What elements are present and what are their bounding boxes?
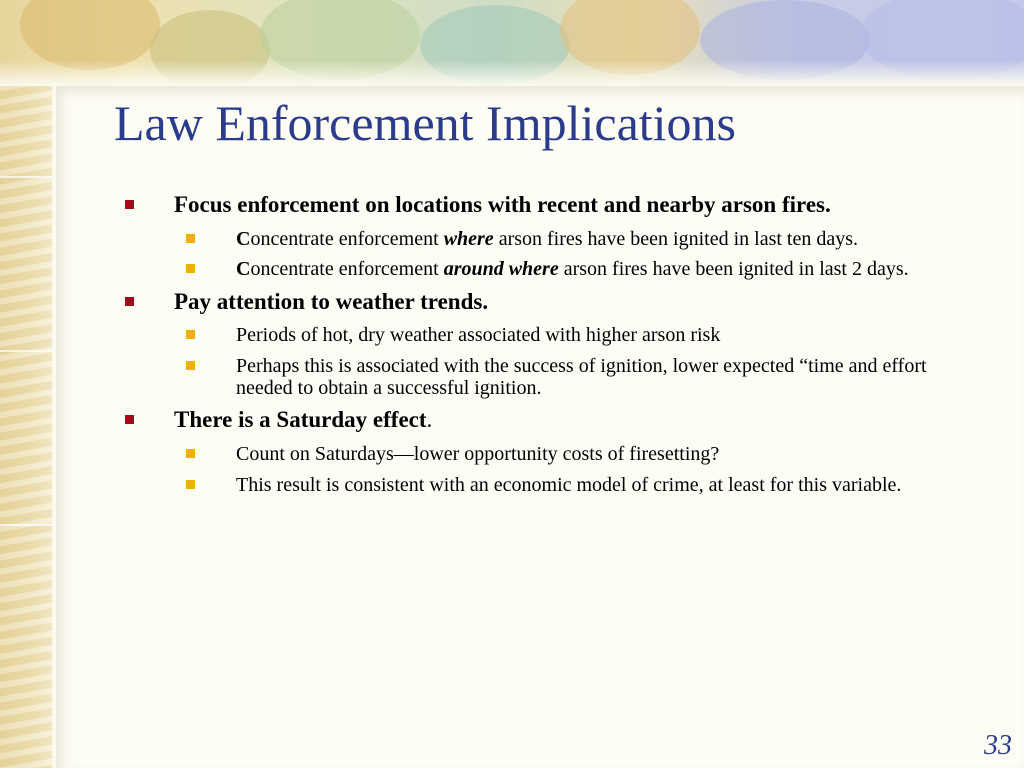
slide-title: Law Enforcement Implications bbox=[114, 95, 736, 151]
sub-bullet-item bbox=[120, 228, 950, 250]
small-square-bullet-icon bbox=[186, 264, 195, 273]
square-bullet-icon bbox=[125, 297, 134, 306]
small-square-bullet-icon bbox=[186, 480, 195, 489]
sub-bullet-item bbox=[120, 258, 950, 280]
small-square-bullet-icon bbox=[186, 330, 195, 339]
top-decorative-banner bbox=[0, 0, 1024, 86]
small-square-bullet-icon bbox=[186, 449, 195, 458]
bullet-group-2 bbox=[120, 289, 950, 400]
sub-bullet-lead: C bbox=[236, 227, 251, 250]
sub-bullet-emphasis: where bbox=[443, 227, 494, 250]
sub-bullet-item bbox=[120, 355, 950, 400]
sub-bullet-item bbox=[120, 324, 950, 346]
square-bullet-icon bbox=[125, 200, 134, 209]
bullet-item bbox=[120, 289, 950, 315]
sub-bullet-item bbox=[120, 443, 950, 465]
sub-bullet-text: Count on Saturdays—lower opportunity costs of firesetting? bbox=[236, 443, 720, 466]
sub-bullet-text: This result is consistent with an economic model of crime, at least for this variable. bbox=[236, 473, 902, 496]
sub-bullet-text: Periods of hot, dry weather associated with higher arson risk bbox=[236, 324, 721, 347]
bullet-trail: . bbox=[426, 407, 433, 433]
bullet-item bbox=[120, 192, 950, 218]
bullet-text: Focus enforcement on locations with recent and nearby arson fires. bbox=[174, 192, 831, 217]
bullet-text: Pay attention to weather trends. bbox=[174, 288, 489, 314]
left-decorative-strip bbox=[0, 0, 52, 768]
bullet-text: There is a Saturday effect bbox=[174, 407, 427, 433]
small-square-bullet-icon bbox=[186, 361, 195, 370]
bullet-list bbox=[120, 192, 950, 504]
square-bullet-icon bbox=[125, 415, 134, 424]
sub-bullet-pre: oncentrate enforcement bbox=[250, 258, 444, 281]
sub-bullet-post: arson fires have been ignited in last 2 days. bbox=[558, 258, 909, 281]
sub-bullet-item bbox=[120, 474, 950, 496]
bullet-item bbox=[120, 407, 950, 433]
sub-bullet-text: Perhaps this is associated with the success of ignition, lower expected “time and effort needed to obtain a successful ignition. bbox=[236, 354, 927, 400]
sub-bullet-pre: oncentrate enforcement bbox=[250, 227, 444, 250]
sub-bullet-emphasis: around where bbox=[443, 258, 559, 281]
sub-bullet-lead: C bbox=[236, 258, 251, 281]
sub-bullet-post: arson fires have been ignited in last ten days. bbox=[493, 227, 859, 250]
small-square-bullet-icon bbox=[186, 234, 195, 243]
bullet-group-1 bbox=[120, 192, 950, 281]
bullet-group-3 bbox=[120, 407, 950, 496]
page-number: 33 bbox=[984, 730, 1012, 761]
